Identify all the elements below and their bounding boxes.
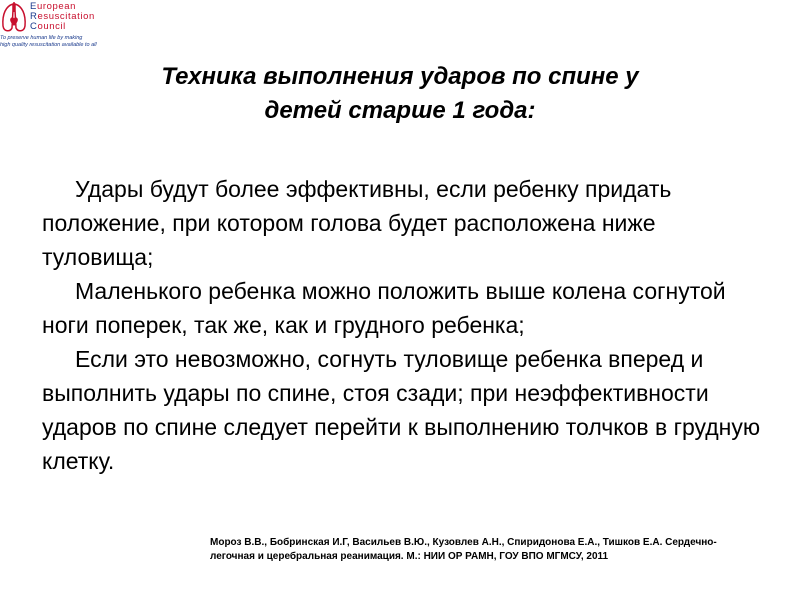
title-line-2: детей старше 1 года: <box>264 97 536 124</box>
slide-body <box>42 172 762 478</box>
slide-title <box>60 60 740 128</box>
logo-tagline: To preserve human life by making high quality resuscitation available to all <box>0 35 97 48</box>
reference-line-1: Мороз В.В., Бобринская И.Г, Васильев В.Ю., Кузовлев А.Н., Спиридонова Е.А., Тишков Е.А. Сердечно- <box>210 537 717 548</box>
erc-logo <box>0 0 136 54</box>
lungs-heart-icon <box>0 0 28 36</box>
logo-wordmark: European Resuscitation Council <box>30 1 95 32</box>
body-paragraph: Маленького ребенка можно положить выше колена согнутой ноги поперек, так же, как и грудного ребенка; <box>42 278 726 338</box>
title-line-1: Техника выполнения ударов по спине у <box>161 63 639 90</box>
source-reference <box>210 536 790 564</box>
body-paragraph: Удары будут более эффективны, если ребенку придать положение, при котором голова будет расположена ниже туловища; <box>42 176 672 270</box>
body-paragraph: Если это невозможно, согнуть туловище ребенка вперед и выполнить удары по спине, стоя сзади; при неэффективности ударов по спине следует перейти к выполнению толчков в грудную клетку. <box>42 346 761 474</box>
reference-line-2: легочная и церебральная реанимация. М.: НИИ ОР РАМН, ГОУ ВПО МГМСУ, 2011 <box>210 551 609 562</box>
